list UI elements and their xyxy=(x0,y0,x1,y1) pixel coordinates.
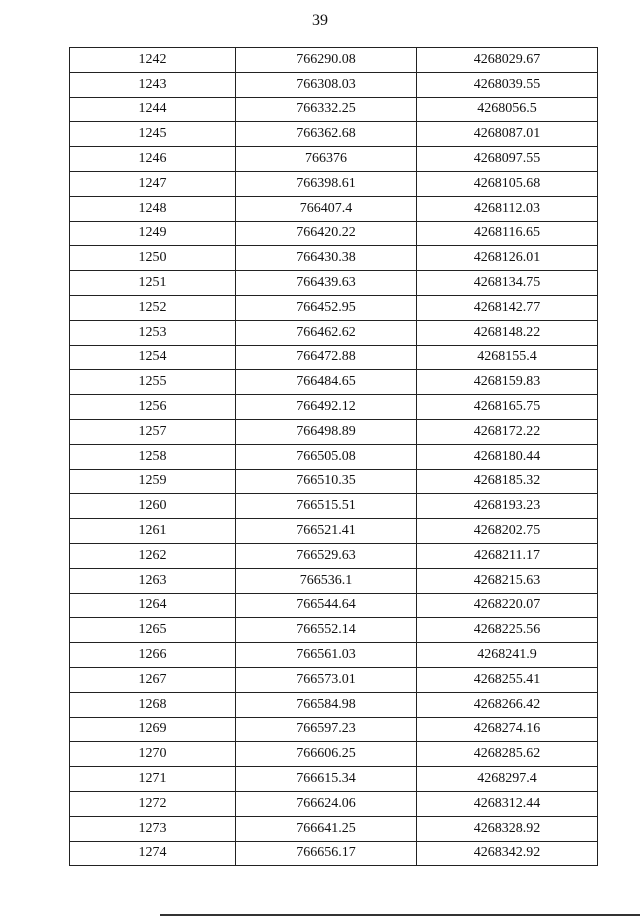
table-row xyxy=(70,791,598,816)
point-number-cell: 1268 xyxy=(70,692,236,717)
point-number-cell: 1264 xyxy=(70,593,236,618)
point-number-cell: 1250 xyxy=(70,246,236,271)
y-coordinate-cell: 4268180.44 xyxy=(417,444,598,469)
x-coordinate-cell: 766430.38 xyxy=(236,246,417,271)
y-coordinate-cell: 4268202.75 xyxy=(417,519,598,544)
x-coordinate-cell: 766462.62 xyxy=(236,320,417,345)
point-number-cell: 1258 xyxy=(70,444,236,469)
point-number-cell: 1265 xyxy=(70,618,236,643)
x-coordinate-cell: 766561.03 xyxy=(236,643,417,668)
x-coordinate-cell: 766606.25 xyxy=(236,742,417,767)
table-row xyxy=(70,543,598,568)
x-coordinate-cell: 766407.4 xyxy=(236,196,417,221)
x-coordinate-cell: 766492.12 xyxy=(236,395,417,420)
bottom-rule xyxy=(160,914,640,916)
point-number-cell: 1272 xyxy=(70,791,236,816)
point-number-cell: 1273 xyxy=(70,816,236,841)
point-number-cell: 1248 xyxy=(70,196,236,221)
x-coordinate-cell: 766308.03 xyxy=(236,72,417,97)
y-coordinate-cell: 4268274.16 xyxy=(417,717,598,742)
point-number-cell: 1270 xyxy=(70,742,236,767)
table-row xyxy=(70,717,598,742)
page-number: 39 xyxy=(312,12,328,29)
table-row xyxy=(70,395,598,420)
point-number-cell: 1269 xyxy=(70,717,236,742)
x-coordinate-cell: 766641.25 xyxy=(236,816,417,841)
point-number-cell: 1251 xyxy=(70,271,236,296)
table-row xyxy=(70,370,598,395)
y-coordinate-cell: 4268159.83 xyxy=(417,370,598,395)
table-row xyxy=(70,618,598,643)
x-coordinate-cell: 766472.88 xyxy=(236,345,417,370)
y-coordinate-cell: 4268155.4 xyxy=(417,345,598,370)
y-coordinate-cell: 4268029.67 xyxy=(417,48,598,73)
table-row xyxy=(70,295,598,320)
point-number-cell: 1242 xyxy=(70,48,236,73)
y-coordinate-cell: 4268255.41 xyxy=(417,667,598,692)
x-coordinate-cell: 766544.64 xyxy=(236,593,417,618)
table-row xyxy=(70,246,598,271)
point-number-cell: 1271 xyxy=(70,767,236,792)
point-number-cell: 1262 xyxy=(70,543,236,568)
point-number-cell: 1253 xyxy=(70,320,236,345)
y-coordinate-cell: 4268185.32 xyxy=(417,469,598,494)
point-number-cell: 1266 xyxy=(70,643,236,668)
point-number-cell: 1247 xyxy=(70,171,236,196)
x-coordinate-cell: 766624.06 xyxy=(236,791,417,816)
x-coordinate-cell: 766597.23 xyxy=(236,717,417,742)
table-row xyxy=(70,97,598,122)
x-coordinate-cell: 766552.14 xyxy=(236,618,417,643)
table-row xyxy=(70,841,598,866)
y-coordinate-cell: 4268126.01 xyxy=(417,246,598,271)
table-row xyxy=(70,72,598,97)
y-coordinate-cell: 4268342.92 xyxy=(417,841,598,866)
x-coordinate-cell: 766420.22 xyxy=(236,221,417,246)
table-row xyxy=(70,147,598,172)
y-coordinate-cell: 4268134.75 xyxy=(417,271,598,296)
table-row xyxy=(70,345,598,370)
y-coordinate-cell: 4268148.22 xyxy=(417,320,598,345)
y-coordinate-cell: 4268241.9 xyxy=(417,643,598,668)
table-row xyxy=(70,568,598,593)
table-row xyxy=(70,196,598,221)
table-row xyxy=(70,444,598,469)
y-coordinate-cell: 4268225.56 xyxy=(417,618,598,643)
x-coordinate-cell: 766484.65 xyxy=(236,370,417,395)
table-row xyxy=(70,593,598,618)
table-row xyxy=(70,767,598,792)
x-coordinate-cell: 766439.63 xyxy=(236,271,417,296)
y-coordinate-cell: 4268142.77 xyxy=(417,295,598,320)
point-number-cell: 1267 xyxy=(70,667,236,692)
table-body xyxy=(70,48,598,866)
y-coordinate-cell: 4268116.65 xyxy=(417,221,598,246)
point-number-cell: 1249 xyxy=(70,221,236,246)
x-coordinate-cell: 766573.01 xyxy=(236,667,417,692)
table-row xyxy=(70,667,598,692)
y-coordinate-cell: 4268328.92 xyxy=(417,816,598,841)
y-coordinate-cell: 4268172.22 xyxy=(417,419,598,444)
x-coordinate-cell: 766290.08 xyxy=(236,48,417,73)
point-number-cell: 1261 xyxy=(70,519,236,544)
y-coordinate-cell: 4268165.75 xyxy=(417,395,598,420)
x-coordinate-cell: 766452.95 xyxy=(236,295,417,320)
x-coordinate-cell: 766510.35 xyxy=(236,469,417,494)
table-row xyxy=(70,469,598,494)
y-coordinate-cell: 4268112.03 xyxy=(417,196,598,221)
table-row xyxy=(70,320,598,345)
y-coordinate-cell: 4268285.62 xyxy=(417,742,598,767)
table-row xyxy=(70,271,598,296)
point-number-cell: 1256 xyxy=(70,395,236,420)
x-coordinate-cell: 766332.25 xyxy=(236,97,417,122)
table-row xyxy=(70,494,598,519)
y-coordinate-cell: 4268211.17 xyxy=(417,543,598,568)
point-number-cell: 1263 xyxy=(70,568,236,593)
y-coordinate-cell: 4268105.68 xyxy=(417,171,598,196)
y-coordinate-cell: 4268312.44 xyxy=(417,791,598,816)
y-coordinate-cell: 4268193.23 xyxy=(417,494,598,519)
x-coordinate-cell: 766505.08 xyxy=(236,444,417,469)
point-number-cell: 1246 xyxy=(70,147,236,172)
table-row xyxy=(70,48,598,73)
y-coordinate-cell: 4268266.42 xyxy=(417,692,598,717)
point-number-cell: 1243 xyxy=(70,72,236,97)
y-coordinate-cell: 4268097.55 xyxy=(417,147,598,172)
x-coordinate-cell: 766362.68 xyxy=(236,122,417,147)
x-coordinate-cell: 766615.34 xyxy=(236,767,417,792)
table-row xyxy=(70,643,598,668)
point-number-cell: 1252 xyxy=(70,295,236,320)
x-coordinate-cell: 766376 xyxy=(236,147,417,172)
coordinates-table xyxy=(69,47,598,866)
point-number-cell: 1244 xyxy=(70,97,236,122)
y-coordinate-cell: 4268220.07 xyxy=(417,593,598,618)
y-coordinate-cell: 4268056.5 xyxy=(417,97,598,122)
y-coordinate-cell: 4268039.55 xyxy=(417,72,598,97)
x-coordinate-cell: 766584.98 xyxy=(236,692,417,717)
y-coordinate-cell: 4268087.01 xyxy=(417,122,598,147)
table-row xyxy=(70,419,598,444)
table-row xyxy=(70,816,598,841)
table-row xyxy=(70,122,598,147)
x-coordinate-cell: 766536.1 xyxy=(236,568,417,593)
table-row xyxy=(70,692,598,717)
point-number-cell: 1274 xyxy=(70,841,236,866)
y-coordinate-cell: 4268297.4 xyxy=(417,767,598,792)
point-number-cell: 1259 xyxy=(70,469,236,494)
table-row xyxy=(70,519,598,544)
x-coordinate-cell: 766398.61 xyxy=(236,171,417,196)
x-coordinate-cell: 766521.41 xyxy=(236,519,417,544)
point-number-cell: 1260 xyxy=(70,494,236,519)
table-row xyxy=(70,742,598,767)
x-coordinate-cell: 766515.51 xyxy=(236,494,417,519)
y-coordinate-cell: 4268215.63 xyxy=(417,568,598,593)
x-coordinate-cell: 766656.17 xyxy=(236,841,417,866)
point-number-cell: 1257 xyxy=(70,419,236,444)
point-number-cell: 1254 xyxy=(70,345,236,370)
table-row xyxy=(70,171,598,196)
point-number-cell: 1245 xyxy=(70,122,236,147)
table-row xyxy=(70,221,598,246)
point-number-cell: 1255 xyxy=(70,370,236,395)
x-coordinate-cell: 766529.63 xyxy=(236,543,417,568)
x-coordinate-cell: 766498.89 xyxy=(236,419,417,444)
